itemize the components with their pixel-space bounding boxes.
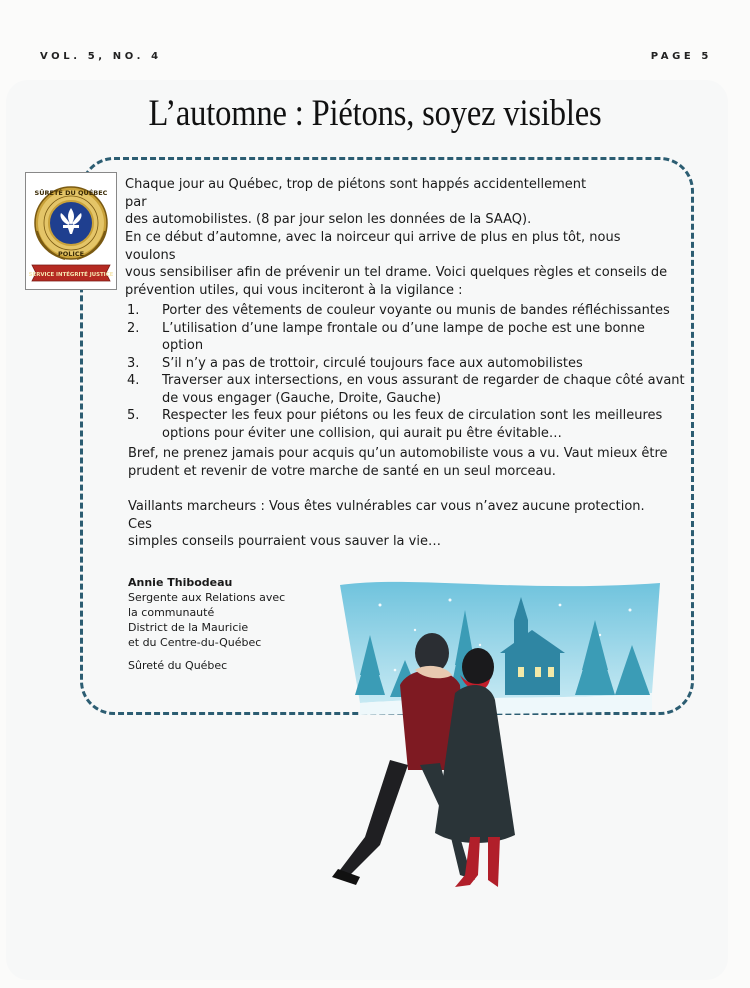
page-number: PAGE 5 [650, 51, 712, 62]
surete-du-quebec-badge-icon [26, 173, 116, 289]
volume-number: VOL. 5, NO. 4 [40, 51, 162, 62]
author-title-line: et du Centre-du-Québec [128, 636, 262, 649]
paragraph-line: des automobilistes. (8 par jour selon les données de la SAAQ). [125, 212, 532, 227]
paragraph-line: Bref, ne prenez jamais pour acquis qu’un automobiliste vous a vu. Vaut mieux être [128, 446, 668, 461]
list-item [125, 355, 685, 373]
intro-paragraph [125, 176, 605, 229]
paragraph-line: Vaillants marcheurs : Vous êtes vulnérables car vous n’avez aucune protection. Ces [128, 499, 645, 532]
article-title: L’automne : Piétons, soyez visibles [148, 93, 602, 134]
paragraph-line: Chaque jour au Québec, trop de piétons sont happés accidentellement par [125, 177, 587, 210]
list-item-text: Traverser aux intersections, en vous assurant de regarder de chaque côté avant [162, 373, 685, 388]
author-signature [128, 575, 285, 673]
paragraph-line: prudent et revenir de votre marche de santé en un seul morceau. [128, 463, 556, 479]
author-name: Annie Thibodeau [128, 576, 233, 589]
list-item [125, 302, 685, 320]
list-item-number: 3. [127, 355, 140, 371]
badge-bottom-text: POLICE [57, 250, 85, 258]
list-item-text-continued: options pour éviter une collision, qui aurait pu être évitable… [162, 425, 562, 441]
summary-paragraph [128, 445, 668, 480]
list-item-text: L’utilisation d’une lampe frontale ou d’une lampe de poche est une bonne option [162, 320, 645, 353]
list-item [125, 320, 685, 355]
paragraph-line: vous sensibiliser afin de prévenir un tel drame. Voici quelques règles et conseils de [125, 265, 668, 280]
list-item-text-continued: de vous engager (Gauche, Droite, Gauche) [162, 390, 442, 406]
badge-ribbon-text: SERVICE INTÉGRITÉ JUSTICE [28, 272, 114, 278]
list-item-text: Respecter les feux pour piétons ou les feux de circulation sont les meilleures [162, 408, 663, 423]
list-item-number: 2. [127, 320, 140, 336]
list-item [125, 407, 685, 442]
advice-list [125, 302, 685, 442]
author-title-line: District de la Mauricie [128, 621, 249, 634]
badge-card [25, 172, 117, 290]
author-organization: Sûreté du Québec [128, 659, 228, 672]
badge-top-text: SÛRETÉ DU QUÉBEC [34, 189, 108, 197]
list-item-text: Porter des vêtements de couleur voyante ou munis de bandes réfléchissantes [162, 303, 670, 318]
author-title-line: la communauté [128, 606, 215, 619]
page-header [40, 51, 712, 67]
winter-couple-walking-illustration [320, 575, 665, 900]
list-item-number: 1. [127, 303, 140, 318]
paragraph-line: prévention utiles, qui vous inciteront à la vigilance : [125, 282, 463, 298]
closing-paragraph [128, 498, 668, 551]
paragraph-line: En ce début d’automne, avec la noirceur qui arrive de plus en plus tôt, nous voulons [125, 230, 621, 263]
list-item-number: 4. [127, 373, 140, 388]
paragraph-line: simples conseils pourraient vous sauver la vie… [128, 534, 441, 549]
list-item [125, 372, 685, 407]
author-title-line: Sergente aux Relations avec [128, 591, 286, 604]
context-paragraph [125, 229, 670, 299]
list-item-text: S’il n’y a pas de trottoir, circulé toujours face aux automobilistes [162, 355, 583, 371]
list-item-number: 5. [127, 408, 140, 423]
